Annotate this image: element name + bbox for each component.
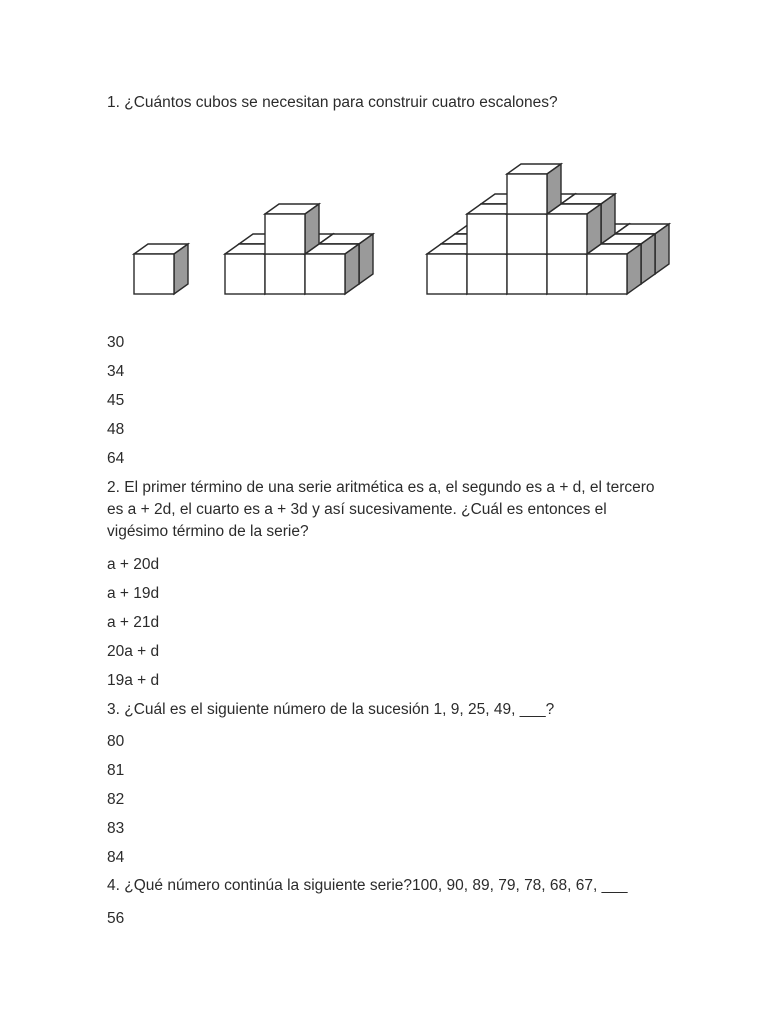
question-2-text: El primer término de una serie aritmética es a, el segundo es a + d, el tercero es a + 2d, el cuarto es a + 3d y así sucesivamente. ¿Cuál es entonces el vigésimo término de la serie? [107,479,655,540]
question-3-option-e[interactable]: 84 [107,849,125,866]
question-4-number: 4. [107,877,120,894]
stair-3-cube [587,244,641,294]
question-3-option-a[interactable]: 80 [107,733,125,750]
question-2-option-d[interactable]: 20a + d [107,643,160,660]
question-1-option-a[interactable]: 30 [107,334,125,351]
stair-3-cube [507,164,561,214]
question-3-text: ¿Cuál es el siguiente número de la sucesión 1, 9, 25, 49, ___? [124,701,555,718]
stair-1-cube [134,244,188,294]
question-1-text: ¿Cuántos cubos se necesitan para construir cuatro escalones? [124,94,558,111]
question-3-number: 3. [107,701,120,718]
stair-2-cube [305,244,359,294]
question-1 [107,92,667,114]
question-4-option-a[interactable]: 56 [107,910,125,927]
question-4-text: ¿Qué número continúa la siguiente serie?100, 90, 89, 79, 78, 68, 67, ___ [124,877,628,894]
question-2-option-b[interactable]: a + 19d [107,585,160,602]
cube-staircase-figure [128,148,698,298]
question-1-option-e[interactable]: 64 [107,450,125,467]
question-3 [107,699,667,721]
question-3-option-b[interactable]: 81 [107,762,125,779]
stair-2-cube [265,204,319,254]
question-2-number: 2. [107,479,120,496]
question-1-number: 1. [107,94,120,111]
stair-3-cube [547,204,601,254]
question-3-option-d[interactable]: 83 [107,820,125,837]
question-4 [107,875,667,897]
question-2 [107,477,667,543]
question-1-option-d[interactable]: 48 [107,421,125,438]
question-2-option-a[interactable]: a + 20d [107,556,160,573]
question-2-option-e[interactable]: 19a + d [107,672,160,689]
question-2-option-c[interactable]: a + 21d [107,614,160,631]
question-3-option-c[interactable]: 82 [107,791,125,808]
question-1-option-b[interactable]: 34 [107,363,125,380]
question-1-option-c[interactable]: 45 [107,392,125,409]
